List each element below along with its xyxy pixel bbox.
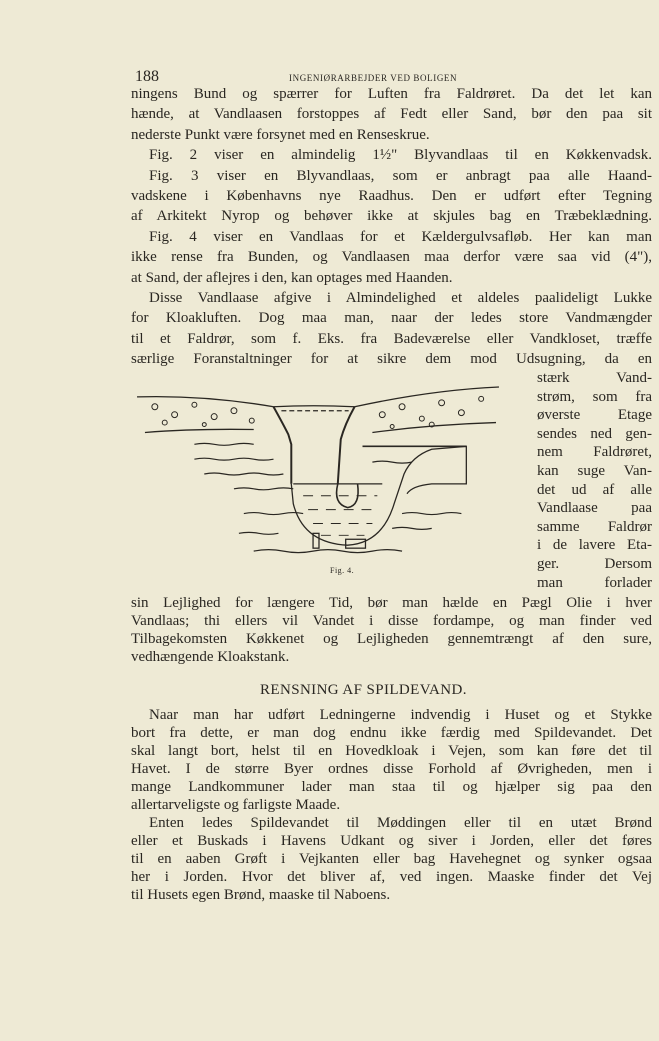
text-line: Havet. I de større Byer ordnes disse Forhold af Øvrigheden, men i xyxy=(131,761,652,777)
text-line: hænde, at Vandlaasen forstoppes af Fedt eller Sand, bør den paa sit xyxy=(131,106,652,123)
text-line: vadskene i Københavns nye Raadhus. Den er udført efter Tegning xyxy=(131,187,652,204)
text-line: ger. Dersom xyxy=(537,555,652,572)
text-line: det ud af alle xyxy=(537,481,652,498)
text-block-after-figure xyxy=(131,594,652,666)
text-line: Naar man har udført Ledningerne indvendig i Huset og et Stykke xyxy=(149,707,652,723)
text-block-beside-figure xyxy=(537,369,652,592)
text-line: til et Faldrør, som f. Eks. fra Badeværelse eller Vandkloset, træffe xyxy=(131,330,652,347)
text-line: Vandlaas; thi ellers vil Vandet i disse fordampe, og man finder ved xyxy=(131,613,652,629)
gravel-texture xyxy=(152,396,484,428)
figure-floor-drain-trap xyxy=(133,385,503,563)
text-line: Fig. 3 viser en Blyvandlaas, som er anbragt paa alle Haand- xyxy=(149,167,652,184)
figure-caption: Fig. 4. xyxy=(330,566,355,575)
text-line: sin Lejlighed for længere Tid, bør man hælde en Pægl Olie i hver xyxy=(131,595,652,611)
text-line: nederste Punkt være forsynet med en Renseskrue. xyxy=(131,126,430,143)
text-block-section xyxy=(131,706,652,904)
running-head: INGENIØRARBEJDER VED BOLIGEN xyxy=(289,73,458,83)
text-line: Fig. 2 viser en almindelig 1½" Blyvandlaas til en Køkkenvadsk. xyxy=(149,147,652,164)
text-line: kan suge Van- xyxy=(537,462,652,479)
text-line: Vandlaase paa xyxy=(537,500,652,517)
text-line: Tilbagekomsten Køkkenet og Lejligheden gennemtrængt af den sure, xyxy=(131,631,652,647)
text-line: mange Landkommuner lader man staa til og hjælper sig paa den xyxy=(131,779,652,795)
text-line: af Arkitekt Nyrop og behøver ikke at skjules bag en Træbeklædning. xyxy=(131,208,652,225)
text-line: skal langt bort, helst til en Hovedkloak i Vejen, som kan føre det til xyxy=(131,743,652,759)
text-line: ningens Bund og spærrer for Luften fra Faldrøret. Da det let kan xyxy=(131,86,652,102)
text-line: allertarveligste og farligste Maade. xyxy=(131,797,341,813)
text-line: samme Faldrør xyxy=(537,518,652,535)
page-number: 188 xyxy=(135,68,159,85)
text-line: særlige Foranstaltninger for at sikre dem mod Udsugning, da en xyxy=(131,351,652,368)
text-line: i de lavere Eta- xyxy=(537,537,652,554)
section-heading: RENSNING AF SPILDEVAND. xyxy=(260,682,467,698)
text-line: vedhængende Kloakstank. xyxy=(131,649,290,665)
text-line: at Sand, der aflejres i den, kan optages med Haanden. xyxy=(131,269,453,286)
text-line: stærk Vand- xyxy=(537,370,652,386)
text-line: Fig. 4 viser en Vandlaas for et Kældergulvsafløb. Her kan man xyxy=(149,228,652,245)
text-block-top xyxy=(131,84,652,369)
text-line: man forlader xyxy=(537,574,652,591)
text-line: til Husets egen Brønd, maaske til Naboens. xyxy=(131,887,391,903)
text-line: for Kloakluften. Dog maa man, naar der ledes store Vandmængder xyxy=(131,310,652,327)
text-line: ikke rense fra Bunden, og Vandlaasen maa derfor være saa vid (4"), xyxy=(131,249,652,266)
text-line: Disse Vandlaase afgive i Almindelighed et aldeles paalideligt Lukke xyxy=(149,289,652,306)
text-line: strøm, som fra xyxy=(537,388,652,405)
text-line: her i Jorden. Hvor det bliver af, ved ingen. Maaske finder det Vej xyxy=(131,869,652,885)
text-line: øverste Etage xyxy=(537,407,652,424)
text-line: til en aaben Grøft i Vejkanten eller bag Havehegnet og synker ogsaa xyxy=(131,851,652,867)
text-line: Enten ledes Spildevandet til Møddingen eller til en utæt Brønd xyxy=(149,815,652,831)
text-line: bort fra dette, er man dog endnu ikke færdig med Spildevandet. Det xyxy=(131,725,652,741)
text-line: nem Faldrøret, xyxy=(537,444,652,461)
text-line: sendes ned gen- xyxy=(537,425,652,442)
text-line: eller et Buskads i Havens Udkant og siver i Jorden, eller det føres xyxy=(131,833,652,849)
